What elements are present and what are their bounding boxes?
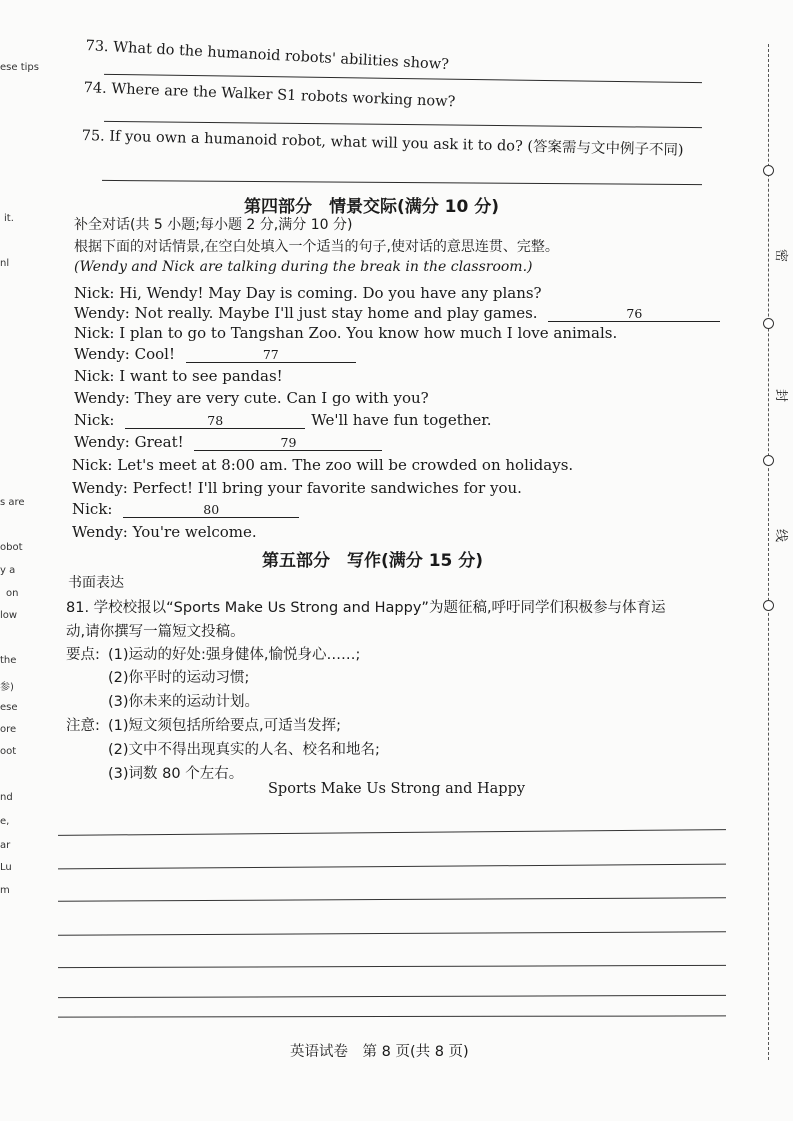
binding-circle — [763, 455, 774, 466]
binding-line — [768, 44, 769, 1060]
answer-blank-77[interactable]: 77 — [186, 348, 356, 363]
part4-context: (Wendy and Nick are talking during the break in the classroom.) — [74, 259, 533, 275]
answer-blank-76[interactable]: 76 — [548, 307, 720, 322]
dialogue-line: Nick: 78 We'll have fun together. — [74, 411, 492, 429]
left-edge-fragment: nl — [0, 258, 10, 269]
binding-char: 线 — [773, 528, 789, 543]
dialogue-line: Wendy: Great! 79 — [74, 433, 382, 451]
writing-line[interactable] — [58, 897, 726, 901]
part4-instruction: 根据下面的对话情景,在空白处填入一个适当的句子,使对话的意思连贯、完整。 — [74, 239, 559, 255]
left-edge-fragment: the — [0, 655, 17, 666]
question-75 — [81, 124, 683, 160]
left-edge-fragment: oot — [0, 746, 17, 757]
note-item: (1)短文须包括所给要点,可适当发挥; — [108, 718, 342, 734]
answer-line-73[interactable] — [104, 74, 702, 83]
left-edge-fragment: low — [0, 610, 18, 621]
dialogue-line: Wendy: They are very cute. Can I go with you? — [74, 389, 429, 407]
part5-title: 第五部分 写作(满分 15 分) — [262, 551, 484, 571]
part5-prompt-line2: 动,请你撰写一篇短文投稿。 — [66, 624, 245, 640]
dialogue-line: Wendy: Not really. Maybe I'll just stay home and play games. 76 — [74, 304, 720, 322]
writing-line[interactable] — [58, 995, 726, 998]
essay-title: Sports Make Us Strong and Happy — [268, 781, 526, 797]
question-text: If you own a humanoid robot, what will you ask it to do? (答案需与文中例子不同) — [109, 128, 684, 159]
part4-title: 第四部分 情景交际(满分 10 分) — [244, 197, 500, 217]
dialogue-line: Nick: Hi, Wendy! May Day is coming. Do you have any plans? — [74, 284, 542, 302]
question-number: 73. — [85, 38, 110, 56]
binding-circle — [763, 600, 774, 611]
left-edge-fragment: ar — [0, 840, 11, 851]
left-edge-fragment: ese tips — [0, 62, 39, 73]
dialogue-line: Nick: 80 — [72, 500, 299, 518]
note-item: (3)词数 80 个左右。 — [108, 766, 244, 782]
binding-char: 封 — [773, 388, 789, 403]
binding-circle — [763, 165, 774, 176]
binding-circle — [763, 318, 774, 329]
left-edge-fragment: m — [0, 885, 10, 896]
writing-line[interactable] — [58, 829, 726, 836]
left-edge-fragment: it. — [4, 213, 14, 224]
writing-line[interactable] — [58, 931, 726, 935]
question-text: Where are the Walker S1 robots working now? — [111, 81, 456, 111]
left-edge-fragment: on — [6, 588, 19, 599]
dialogue-line: Wendy: You're welcome. — [72, 523, 257, 541]
part5-prompt-line1: 81. 学校校报以“Sports Make Us Strong and Happy”为题征稿,呼吁同学们积极参与体育运 — [66, 600, 666, 616]
point-item: (1)运动的好处:强身健体,愉悦身心……; — [108, 647, 361, 663]
point-item: (2)你平时的运动习惯; — [108, 670, 250, 686]
binding-char: 密 — [773, 248, 789, 263]
dialogue-line: Nick: Let's meet at 8:00 am. The zoo will be crowded on holidays. — [72, 456, 574, 474]
dialogue-line: Wendy: Cool! 77 — [74, 345, 356, 363]
dialogue-line: Nick: I want to see pandas! — [74, 367, 283, 385]
answer-blank-78[interactable]: 78 — [125, 414, 305, 429]
left-edge-fragment: obot — [0, 542, 23, 553]
page-footer: 英语试卷 第 8 页(共 8 页) — [290, 1044, 469, 1060]
answer-line-75[interactable] — [102, 180, 702, 185]
points-label: 要点: — [66, 647, 100, 663]
point-item: (3)你未来的运动计划。 — [108, 694, 260, 710]
question-74 — [83, 80, 455, 110]
left-edge-fragment: nd — [0, 792, 13, 803]
left-edge-fragment: 参) — [0, 682, 14, 693]
left-edge-fragment: ese — [0, 702, 18, 713]
question-text: What do the humanoid robots' abilities show? — [112, 39, 450, 74]
question-number: 75. — [81, 127, 105, 145]
answer-blank-79[interactable]: 79 — [194, 436, 382, 451]
left-edge-fragment: e, — [0, 816, 10, 827]
left-edge-fragment: s are — [0, 497, 25, 508]
notes-label: 注意: — [66, 718, 100, 734]
answer-blank-80[interactable]: 80 — [123, 503, 299, 518]
dialogue-line: Nick: I plan to go to Tangshan Zoo. You know how much I love animals. — [74, 324, 618, 342]
note-item: (2)文中不得出现真实的人名、校名和地名; — [108, 742, 380, 758]
question-number: 74. — [83, 80, 108, 97]
dialogue-line: Wendy: Perfect! I'll bring your favorite sandwiches for you. — [72, 479, 522, 497]
left-edge-fragment: Lu — [0, 862, 12, 873]
left-edge-fragment: y a — [0, 565, 16, 576]
writing-line[interactable] — [58, 1015, 726, 1017]
writing-line[interactable] — [58, 864, 726, 870]
question-73 — [85, 38, 449, 73]
part5-subtitle: 书面表达 — [68, 575, 124, 591]
writing-line[interactable] — [58, 965, 726, 968]
part4-subtitle: 补全对话(共 5 小题;每小题 2 分,满分 10 分) — [74, 217, 353, 233]
left-edge-fragment: ore — [0, 724, 17, 735]
